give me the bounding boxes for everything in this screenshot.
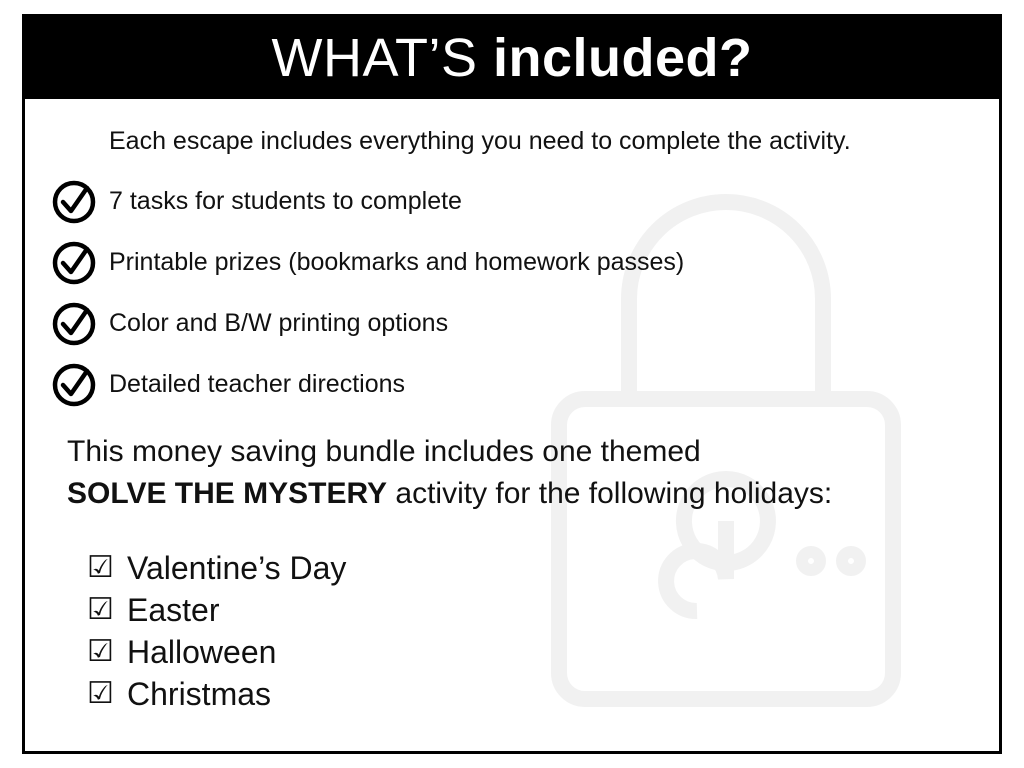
holiday-label: Valentine’s Day [127, 549, 347, 586]
holiday-list [81, 547, 346, 715]
checkbox-icon: ☑ [87, 635, 114, 668]
list-item [43, 293, 943, 354]
feature-label: 7 tasks for students to complete [109, 187, 462, 215]
feature-label: Printable prizes (bookmarks and homework passes) [109, 248, 685, 276]
holiday-label: Christmas [127, 675, 272, 712]
check-circle-icon [43, 301, 105, 347]
page-title-bold: included? [492, 28, 753, 88]
bundle-note-line2: activity for the following holidays: [387, 477, 833, 510]
list-item [81, 589, 346, 631]
list-item [43, 354, 943, 415]
page-title-light: WHAT’S [271, 28, 493, 88]
check-circle-icon [43, 240, 105, 286]
checkbox-icon: ☑ [87, 677, 114, 710]
feature-label: Color and B/W printing options [109, 309, 449, 337]
checkbox-icon: ☑ [87, 551, 114, 584]
page-title [271, 28, 753, 88]
list-item [81, 631, 346, 673]
bundle-note-emphasis: SOLVE THE MYSTERY [67, 477, 388, 510]
intro-text: Each escape includes everything you need to complete the activity. [109, 127, 851, 155]
list-item [43, 232, 943, 293]
checkbox-icon: ☑ [87, 593, 114, 626]
bundle-note-line1: This money saving bundle includes one themed [67, 435, 701, 468]
slide-content [25, 99, 999, 751]
feature-list [43, 171, 943, 415]
slide-frame [22, 14, 1002, 754]
list-item [81, 547, 346, 589]
title-banner [25, 17, 999, 99]
check-circle-icon [43, 179, 105, 225]
feature-label: Detailed teacher directions [109, 370, 405, 398]
bundle-note [67, 431, 967, 515]
list-item [43, 171, 943, 232]
holiday-label: Halloween [127, 633, 277, 670]
holiday-label: Easter [127, 591, 220, 628]
check-circle-icon [43, 362, 105, 408]
list-item [81, 673, 346, 715]
